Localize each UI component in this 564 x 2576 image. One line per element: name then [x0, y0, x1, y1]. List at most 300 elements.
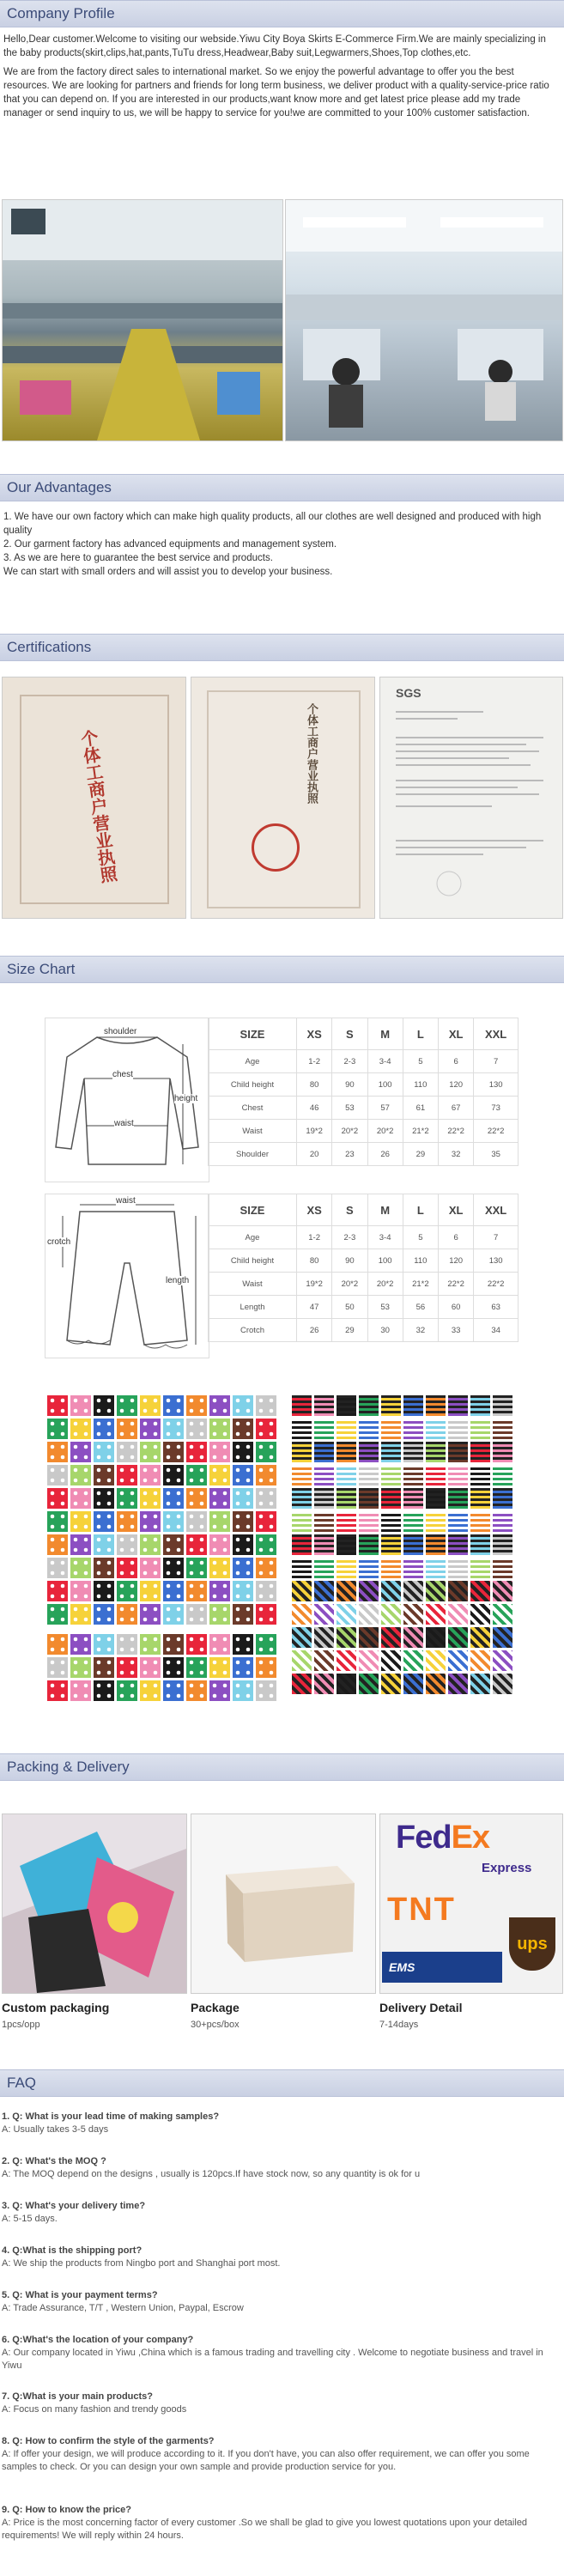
size-header-cell: S — [332, 1018, 367, 1050]
stripe-swatch — [493, 1442, 512, 1462]
size-header-row — [209, 1194, 519, 1226]
stripe-swatch — [448, 1511, 468, 1532]
stripe-swatch — [470, 1465, 490, 1485]
faq-answer: A: The MOQ depend on the designs , usually is 120pcs.If have stock now, so any quantity is ok for u — [2, 2169, 421, 2179]
label-length: length — [166, 1276, 190, 1285]
polka-dot-swatch — [186, 1395, 207, 1416]
polka-dot-swatch — [163, 1442, 184, 1462]
table-cell: 61 — [403, 1097, 438, 1120]
table-cell: 6 — [439, 1050, 474, 1073]
polka-dot-swatch — [186, 1534, 207, 1555]
polka-dot-swatch — [209, 1634, 230, 1655]
label-chest: chest — [112, 1070, 133, 1079]
polka-dot-swatch — [47, 1581, 68, 1601]
packing-title-package: Package — [191, 2001, 240, 2014]
stripe-swatch — [292, 1511, 312, 1532]
polka-dot-swatch — [140, 1558, 161, 1578]
faq-item — [2, 2504, 560, 2543]
size-header-cell: XXL — [474, 1194, 519, 1226]
polka-dot-swatch — [94, 1634, 114, 1655]
box-icon — [191, 1814, 375, 1993]
table-cell: Waist — [209, 1273, 297, 1296]
table-cell: Age — [209, 1050, 297, 1073]
polka-dot-swatch — [117, 1534, 137, 1555]
chevron-swatch — [448, 1674, 468, 1694]
chevron-swatch — [381, 1627, 401, 1648]
polka-dot-swatch — [94, 1419, 114, 1439]
company-profile-text — [0, 27, 564, 131]
polka-dot-swatch — [70, 1395, 91, 1416]
packing-section — [0, 1753, 564, 1781]
table-cell: 22*2 — [439, 1120, 474, 1143]
chevron-swatch — [493, 1650, 512, 1671]
polka-dot-swatch — [70, 1581, 91, 1601]
stripe-swatch — [470, 1488, 490, 1509]
table-cell: 90 — [332, 1249, 367, 1273]
table-cell: 5 — [403, 1050, 438, 1073]
faq-item — [2, 2391, 560, 2416]
polka-dot-swatch — [117, 1488, 137, 1509]
faq-answer: A: 5-15 days. — [2, 2214, 58, 2224]
size-header-cell: L — [403, 1018, 438, 1050]
polka-dot-swatch — [209, 1657, 230, 1678]
table-row — [209, 1273, 519, 1296]
chevron-swatch — [359, 1674, 379, 1694]
table-cell: 19*2 — [297, 1120, 332, 1143]
polka-dot-swatch — [117, 1558, 137, 1578]
table-cell: 100 — [367, 1073, 403, 1097]
polka-dot-swatch — [94, 1488, 114, 1509]
chevron-swatch — [403, 1581, 423, 1601]
table-cell: 67 — [439, 1097, 474, 1120]
table-cell: 20*2 — [332, 1120, 367, 1143]
table-cell: 21*2 — [403, 1273, 438, 1296]
stripe-swatch — [314, 1534, 334, 1555]
chevron-swatch — [292, 1581, 312, 1601]
chevron-swatch — [337, 1581, 356, 1601]
table-cell: Crotch — [209, 1319, 297, 1342]
chevron-swatch — [292, 1627, 312, 1648]
size-header-cell: SIZE — [209, 1018, 297, 1050]
polka-dot-color-swatches — [47, 1395, 279, 1713]
polka-dot-swatch — [117, 1465, 137, 1485]
stripe-swatch — [337, 1442, 356, 1462]
polka-dot-swatch — [186, 1680, 207, 1701]
chevron-swatch — [381, 1650, 401, 1671]
polka-dot-swatch — [233, 1534, 253, 1555]
size-header-cell: XS — [297, 1194, 332, 1226]
polka-dot-swatch — [233, 1634, 253, 1655]
section-title-certifications: Certifications — [0, 634, 564, 661]
faq-question: 5. Q: What is your payment terms? — [2, 2290, 158, 2300]
polka-dot-swatch — [163, 1581, 184, 1601]
chevron-swatch — [493, 1581, 512, 1601]
polka-dot-swatch — [256, 1581, 276, 1601]
faq-item — [2, 2334, 560, 2372]
stripe-swatch — [337, 1419, 356, 1439]
polka-dot-swatch — [163, 1604, 184, 1625]
polka-dot-swatch — [47, 1465, 68, 1485]
faq-question: 4. Q:What is the shipping port? — [2, 2245, 143, 2256]
table-cell: Age — [209, 1226, 297, 1249]
table-cell: 20 — [297, 1143, 332, 1166]
certificate-title-2: 个体工商户营业执照 — [306, 703, 318, 804]
chevron-swatch — [314, 1674, 334, 1694]
polka-dot-swatch — [163, 1534, 184, 1555]
company-description: We are from the factory direct sales to international market. So we enjoy the powerful advantage to offer you the best resources. We are looking for partners and friends for long term business, we deliver product with a quality-service-price ratio that you can depend on. If you are interested in our products,want know more and get latest price please add my trade manager or send inquiry to us, we will be happy to service for you!we are committed to your 100% customer satisfaction. — [3, 67, 549, 118]
table-cell: 33 — [439, 1319, 474, 1342]
stripe-swatch — [470, 1419, 490, 1439]
stripe-swatch — [292, 1442, 312, 1462]
table-cell: 35 — [474, 1143, 519, 1166]
table-cell: 2-3 — [332, 1226, 367, 1249]
size-header-cell: M — [367, 1194, 403, 1226]
polka-dot-swatch — [186, 1442, 207, 1462]
polka-dot-swatch — [256, 1442, 276, 1462]
polka-dot-swatch — [70, 1604, 91, 1625]
polka-dot-swatch — [163, 1395, 184, 1416]
table-cell: 1-2 — [297, 1226, 332, 1249]
table-row — [209, 1226, 519, 1249]
stripe-swatch — [470, 1442, 490, 1462]
certifications-section — [0, 634, 564, 661]
certificate-business-license-1 — [2, 677, 186, 919]
polka-dot-swatch — [117, 1680, 137, 1701]
polka-dot-swatch — [256, 1511, 276, 1532]
table-cell: 57 — [367, 1097, 403, 1120]
faq-item — [2, 2111, 560, 2136]
polka-dot-swatch — [233, 1680, 253, 1701]
polka-dot-swatch — [186, 1465, 207, 1485]
polka-dot-swatch — [209, 1604, 230, 1625]
table-cell: Shoulder — [209, 1143, 297, 1166]
table-cell: Chest — [209, 1097, 297, 1120]
polka-dot-swatch — [186, 1634, 207, 1655]
chevron-swatch — [493, 1674, 512, 1694]
stripe-swatch — [292, 1395, 312, 1416]
table-cell: 90 — [332, 1073, 367, 1097]
advantages-section — [0, 474, 564, 584]
table-cell: 29 — [332, 1319, 367, 1342]
table-cell: 100 — [367, 1249, 403, 1273]
stripe-swatch — [493, 1419, 512, 1439]
polka-dot-swatch — [47, 1419, 68, 1439]
polka-dot-swatch — [140, 1634, 161, 1655]
table-row — [209, 1073, 519, 1097]
polka-dot-swatch — [94, 1581, 114, 1601]
polka-dot-swatch — [233, 1511, 253, 1532]
packing-sub-delivery: 7-14days — [379, 2020, 419, 2030]
sgs-report-lines — [380, 677, 562, 918]
chevron-swatch — [470, 1604, 490, 1625]
size-header-cell: XL — [439, 1018, 474, 1050]
table-row — [209, 1097, 519, 1120]
stripe-swatch — [448, 1465, 468, 1485]
polka-dot-swatch — [117, 1657, 137, 1678]
faq-answer: A: If offer your design, we will produce according to it. If you don't have, you can also offer requirement, we can offer you some samples to check. Or you can design your own sample and provide production service for you. — [2, 2449, 530, 2472]
chevron-swatch — [314, 1581, 334, 1601]
polka-dot-swatch — [163, 1511, 184, 1532]
polka-dot-swatch — [140, 1395, 161, 1416]
polka-dot-swatch — [117, 1634, 137, 1655]
section-title-size-chart: Size Chart — [0, 956, 564, 983]
polka-dot-swatch — [94, 1465, 114, 1485]
stripe-swatch — [448, 1534, 468, 1555]
packing-title-custom: Custom packaging — [2, 2001, 110, 2014]
polka-dot-swatch — [140, 1442, 161, 1462]
table-cell: 1-2 — [297, 1050, 332, 1073]
polka-dot-swatch — [186, 1581, 207, 1601]
stripe-swatch — [359, 1534, 379, 1555]
faq-question: 8. Q: How to confirm the style of the garments? — [2, 2436, 215, 2446]
packaging-photo-art — [3, 1814, 186, 1993]
polka-dot-swatch — [140, 1657, 161, 1678]
table-cell: 20*2 — [367, 1120, 403, 1143]
chevron-swatch — [359, 1650, 379, 1671]
polka-dot-swatch — [70, 1558, 91, 1578]
polka-dot-swatch — [163, 1488, 184, 1509]
stripe-swatch — [381, 1488, 401, 1509]
size-header-cell: XL — [439, 1194, 474, 1226]
table-cell: 20*2 — [332, 1273, 367, 1296]
polka-dot-swatch — [70, 1488, 91, 1509]
table-cell: 21*2 — [403, 1120, 438, 1143]
polka-dot-swatch — [209, 1680, 230, 1701]
table-cell: 80 — [297, 1249, 332, 1273]
stripe-swatch — [448, 1419, 468, 1439]
stripe-swatch — [403, 1395, 423, 1416]
table-row — [209, 1143, 519, 1166]
factory-photo-office — [285, 199, 563, 441]
polka-dot-swatch — [186, 1419, 207, 1439]
stripe-swatch — [403, 1419, 423, 1439]
advantage-item: 3. As we are here to guarantee the best service and products. — [3, 553, 273, 563]
stripe-swatch — [448, 1395, 468, 1416]
label-height: height — [174, 1094, 198, 1103]
chevron-swatch — [359, 1604, 379, 1625]
chevron-swatch — [292, 1650, 312, 1671]
stripe-swatch — [314, 1465, 334, 1485]
chevron-swatch — [314, 1604, 334, 1625]
polka-dot-swatch — [163, 1465, 184, 1485]
stripe-swatch — [359, 1465, 379, 1485]
polka-dot-swatch — [117, 1442, 137, 1462]
polka-dot-swatch — [140, 1680, 161, 1701]
polka-dot-swatch — [209, 1511, 230, 1532]
stripe-swatch — [403, 1442, 423, 1462]
table-cell: 73 — [474, 1097, 519, 1120]
polka-dot-swatch — [70, 1680, 91, 1701]
fedex-logo — [396, 1820, 489, 1856]
chevron-swatch — [403, 1650, 423, 1671]
polka-dot-swatch — [186, 1558, 207, 1578]
advantage-item: We can start with small orders and will assist you to develop your business. — [3, 567, 333, 577]
certificate-business-license-2 — [191, 677, 375, 919]
polka-dot-swatch — [70, 1634, 91, 1655]
polka-dot-swatch — [209, 1534, 230, 1555]
polka-dot-swatch — [94, 1657, 114, 1678]
table-cell: Child height — [209, 1249, 297, 1273]
polka-dot-swatch — [209, 1465, 230, 1485]
polka-dot-swatch — [186, 1488, 207, 1509]
polka-dot-swatch — [163, 1558, 184, 1578]
polka-dot-swatch — [209, 1419, 230, 1439]
table-cell: 32 — [403, 1319, 438, 1342]
pants-garment-diagram — [45, 1194, 209, 1358]
stripe-swatch — [314, 1558, 334, 1578]
polka-dot-swatch — [94, 1511, 114, 1532]
chevron-swatch — [381, 1604, 401, 1625]
polka-dot-swatch — [256, 1634, 276, 1655]
table-cell: 130 — [474, 1073, 519, 1097]
stripe-swatch — [381, 1534, 401, 1555]
packing-sub-custom: 1pcs/opp — [2, 2020, 40, 2030]
polka-dot-swatch — [256, 1680, 276, 1701]
company-intro: Hello,Dear customer.Welcome to visiting our webside.Yiwu City Boya Skirts E-Commerce Firm.We are mainly specializing in the baby products(skirt,clips,hat,pants,TuTu dress,Headwear,Baby suit,Legwarmers,Shoes,Top clothes,etc. — [3, 34, 546, 58]
table-cell: 22*2 — [439, 1273, 474, 1296]
polka-dot-swatch — [117, 1395, 137, 1416]
polka-dot-swatch — [256, 1465, 276, 1485]
faq-question: 6. Q:What's the location of your company? — [2, 2335, 194, 2345]
company-profile-section — [0, 0, 564, 131]
stripe-color-swatches — [292, 1395, 517, 1713]
size-chart-section — [0, 956, 564, 983]
stripe-swatch — [359, 1395, 379, 1416]
table-cell: 47 — [297, 1296, 332, 1319]
table-row — [209, 1319, 519, 1342]
stripe-swatch — [381, 1419, 401, 1439]
polka-dot-swatch — [256, 1395, 276, 1416]
table-cell: 26 — [297, 1319, 332, 1342]
faq-question: 3. Q: What's your delivery time? — [2, 2201, 146, 2211]
chevron-swatch — [403, 1604, 423, 1625]
stripe-swatch — [470, 1395, 490, 1416]
stripe-swatch — [381, 1395, 401, 1416]
table-cell: 22*2 — [474, 1120, 519, 1143]
polka-dot-swatch — [70, 1657, 91, 1678]
polka-dot-swatch — [94, 1604, 114, 1625]
chevron-swatch — [403, 1627, 423, 1648]
polka-dot-swatch — [47, 1604, 68, 1625]
table-cell: 80 — [297, 1073, 332, 1097]
polka-dot-swatch — [256, 1604, 276, 1625]
polka-dot-swatch — [163, 1634, 184, 1655]
stripe-swatch — [426, 1488, 446, 1509]
table-cell: Waist — [209, 1120, 297, 1143]
polka-dot-swatch — [47, 1558, 68, 1578]
table-row — [209, 1249, 519, 1273]
polka-dot-swatch — [186, 1511, 207, 1532]
polka-dot-swatch — [209, 1581, 230, 1601]
polka-dot-swatch — [233, 1581, 253, 1601]
stripe-swatch — [403, 1488, 423, 1509]
stripe-swatch — [470, 1534, 490, 1555]
chevron-swatch — [314, 1627, 334, 1648]
chevron-swatch — [292, 1604, 312, 1625]
table-cell: 56 — [403, 1296, 438, 1319]
polka-dot-swatch — [47, 1534, 68, 1555]
polka-dot-swatch — [140, 1419, 161, 1439]
polka-dot-swatch — [233, 1442, 253, 1462]
size-header-cell: L — [403, 1194, 438, 1226]
polka-dot-swatch — [70, 1534, 91, 1555]
size-table-bottom — [208, 1194, 519, 1342]
table-cell: 2-3 — [332, 1050, 367, 1073]
stripe-swatch — [426, 1465, 446, 1485]
polka-dot-swatch — [94, 1680, 114, 1701]
stripe-swatch — [359, 1511, 379, 1532]
stripe-swatch — [359, 1442, 379, 1462]
table-cell: 6 — [439, 1226, 474, 1249]
polka-dot-swatch — [256, 1488, 276, 1509]
faq-section — [0, 2069, 564, 2097]
table-cell: 120 — [439, 1249, 474, 1273]
polka-dot-swatch — [47, 1634, 68, 1655]
polka-dot-swatch — [233, 1604, 253, 1625]
size-header-row — [209, 1018, 519, 1050]
section-title-company-profile: Company Profile — [0, 0, 564, 27]
ups-logo: ups — [509, 1917, 555, 1971]
table-cell: 3-4 — [367, 1226, 403, 1249]
faq-item — [2, 2245, 560, 2270]
faq-item — [2, 2200, 560, 2226]
table-cell: 130 — [474, 1249, 519, 1273]
tnt-logo: TNT — [387, 1892, 456, 1928]
table-row — [209, 1050, 519, 1073]
polka-dot-swatch — [233, 1395, 253, 1416]
table-cell: 53 — [332, 1097, 367, 1120]
chevron-swatch — [426, 1581, 446, 1601]
table-cell: 32 — [439, 1143, 474, 1166]
fedex-logo-fed: Fed — [396, 1820, 452, 1856]
polka-dot-swatch — [117, 1581, 137, 1601]
chevron-swatch — [470, 1674, 490, 1694]
stripe-swatch — [314, 1395, 334, 1416]
stripe-swatch — [381, 1511, 401, 1532]
chevron-swatch — [426, 1674, 446, 1694]
stripe-swatch — [403, 1511, 423, 1532]
size-header-cell: XXL — [474, 1018, 519, 1050]
table-cell: 7 — [474, 1226, 519, 1249]
stripe-swatch — [403, 1465, 423, 1485]
table-cell: 19*2 — [297, 1273, 332, 1296]
table-cell: 120 — [439, 1073, 474, 1097]
polka-dot-swatch — [140, 1534, 161, 1555]
advantages-list — [0, 501, 564, 584]
polka-dot-swatch — [256, 1534, 276, 1555]
stripe-swatch — [381, 1465, 401, 1485]
faq-item — [2, 2155, 560, 2181]
faq-answer: A: Trade Assurance, T/T , Western Union, Paypal, Escrow — [2, 2303, 244, 2313]
stripe-swatch — [493, 1395, 512, 1416]
faq-question: 1. Q: What is your lead time of making samples? — [2, 2111, 220, 2122]
table-cell: 29 — [403, 1143, 438, 1166]
faq-question: 7. Q:What is your main products? — [2, 2391, 154, 2402]
faq-item — [2, 2289, 560, 2315]
polka-dot-swatch — [140, 1488, 161, 1509]
factory-photo-office-art — [286, 200, 562, 440]
faq-answer: A: Focus on many fashion and trendy goods — [2, 2404, 187, 2415]
polka-dot-swatch — [233, 1488, 253, 1509]
polka-dot-swatch — [70, 1465, 91, 1485]
polka-dot-swatch — [94, 1395, 114, 1416]
polka-dot-swatch — [70, 1511, 91, 1532]
stripe-swatch — [426, 1395, 446, 1416]
stripe-swatch — [426, 1442, 446, 1462]
size-header-cell: S — [332, 1194, 367, 1226]
chevron-swatch — [470, 1581, 490, 1601]
stripe-swatch — [337, 1534, 356, 1555]
